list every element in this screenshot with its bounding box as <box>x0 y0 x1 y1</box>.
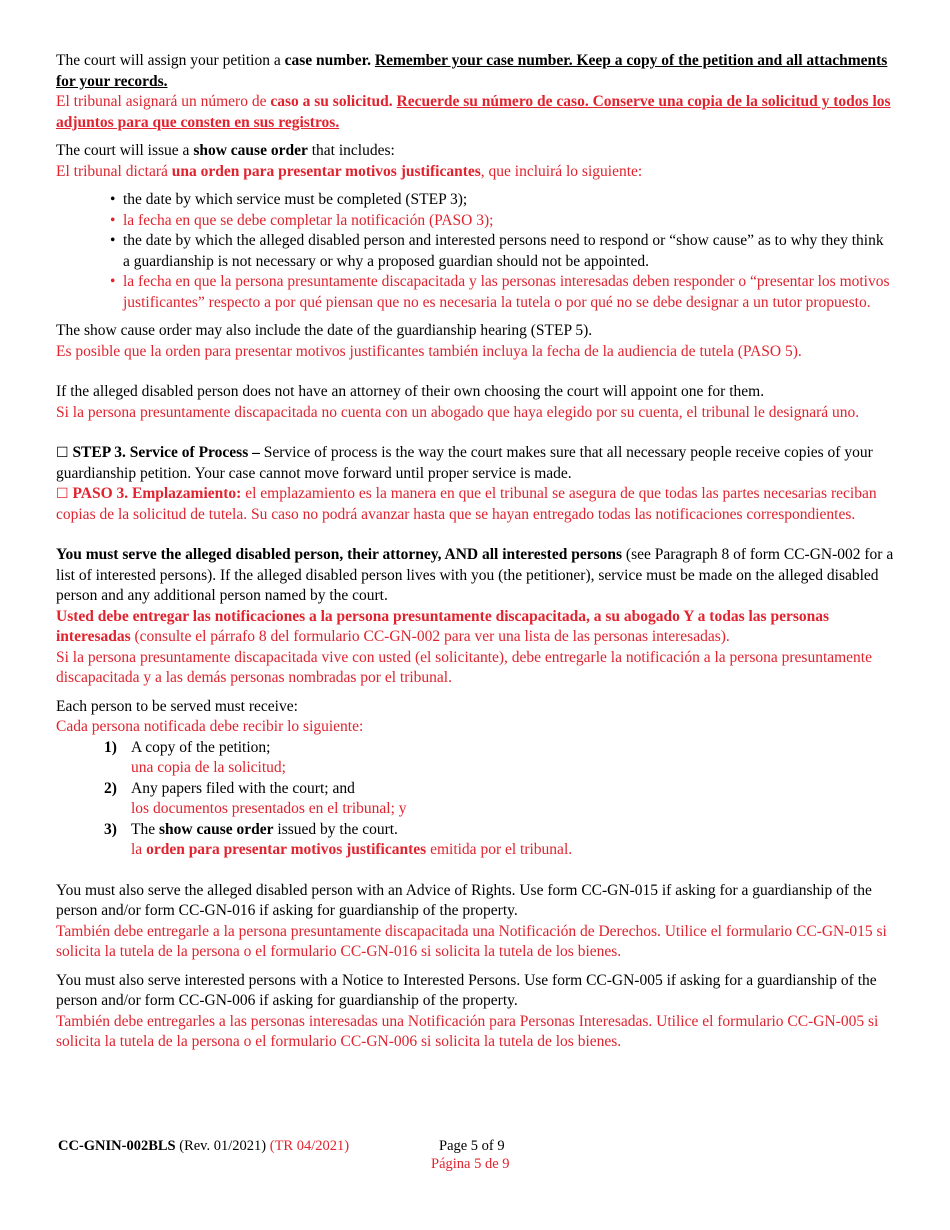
hearing-date-es: Es posible que la orden para presentar motivos justificantes también incluya la fecha de la audiencia de tutela (PASO 5). <box>56 342 802 360</box>
notice-interested-en: You must also serve interested persons with a Notice to Interested Persons. Use form CC-GN-005 if asking for a guardianship of the person and/or form CC-GN-006 if asking for guardianship of the property. <box>56 971 877 1009</box>
form-id: CC-GNIN-002BLS <box>58 1138 176 1154</box>
remember-case-number-note-es: Recuerde su número de caso. Conserve una copia de la solicitud y todos los adjuntos para que consten en sus registros. <box>56 93 891 131</box>
each-person-es: Cada persona notificada debe recibir lo siguiente: <box>56 718 364 735</box>
serve-cohabitant-es: Si la persona presuntamente discapacitada vive con usted (el solicitante), debe entregarle la notificación a la persona presuntamente discapacitada y a las demás personas nombradas por el tribunal. <box>56 648 872 686</box>
list-item: 3) The show cause order issued by the court. la orden para presentar motivos justificantes emitida por el tribunal. <box>104 820 573 858</box>
attorney-appointment-en: If the alleged disabled person does not have an attorney of their own choosing the court will appoint one for them. <box>56 383 765 400</box>
advice-of-rights-es: También debe entregarle a la persona presuntamente discapacitada una Notificación de Derechos. Utilice el formulario CC-GN-015 si solicita la tutela de la persona o el formulario CC-GN-016 si solicita la tutela de los bienes. <box>56 922 887 960</box>
each-person-en: Each person to be served must receive: <box>56 697 298 715</box>
notice-interested-es: También debe entregarles a las personas interesadas una Notificación para Personas Interesadas. Utilice el formulario CC-GN-005 si solicita la tutela de la persona o el formulario CC-GN-006 si solicita la tutela de los bienes. <box>56 1012 879 1050</box>
advice-of-rights-en: You must also serve the alleged disabled person with an Advice of Rights. Use form CC-GN-015 if asking for a guardianship of the person and/or form CC-GN-016 if asking for guardianship of the property. <box>56 881 872 919</box>
step-3-checkbox-es[interactable]: ☐ <box>56 486 69 502</box>
list-item: 1) A copy of the petition; una copia de la solicitud; <box>104 738 286 776</box>
show-cause-intro-en: The court will issue a show cause order that includes: <box>56 142 395 159</box>
document-body <box>56 51 894 1053</box>
revision: (Rev. 01/2021) <box>175 1138 270 1154</box>
page-number: Page 5 of 9 <box>439 1138 505 1154</box>
show-cause-bullet-list <box>56 190 894 313</box>
step-3-checkbox[interactable]: ☐ <box>56 445 69 461</box>
hearing-date-en: The show cause order may also include the date of the guardianship hearing (STEP 5). <box>56 322 593 339</box>
step-3-en: ☐ STEP 3. Service of Process – Service of process is the way the court makes sure that all necessary people receive copies of your guardianship petition. Your case cannot move forward until proper service is made. <box>56 444 873 482</box>
serve-instructions-es: Usted debe entregar las notificaciones a la persona presuntamente discapacitada, a su abogado Y a todas las personas interesadas (consulte el párrafo 8 del formulario CC-GN-002 para ver una lista de las personas interesadas). <box>56 607 830 645</box>
list-item: 2) Any papers filed with the court; and los documentos presentados en el tribunal; y <box>104 779 407 817</box>
served-documents-list <box>56 738 894 861</box>
serve-instructions-en: You must serve the alleged disabled person, their attorney, AND all interested persons (see Paragraph 8 of form CC-GN-002 for a list of interested persons). If the alleged disabled person lives with you (the petitioner), service must be made on the alleged disabled person and any additional person named by the court. <box>56 546 894 604</box>
bullet-item: • the date by which the alleged disabled person and interested persons need to respond or “show cause” as to why they think a guardianship is not necessary or why a proposed guardian should not be appointed. <box>123 231 894 272</box>
remember-case-number-note: Remember your case number. Keep a copy of the petition and all attachments for your records. <box>56 52 888 90</box>
bullet-item: • la fecha en que la persona presuntamente discapacitada y las personas interesadas deben responder o “presentar los motivos justificantes” respecto a por qué piensan que no es necesaria la tutela o por qué no se debe designar a un tutor propuesto. <box>123 272 894 313</box>
bullet-item: • the date by which service must be completed (STEP 3); <box>123 190 894 211</box>
step-3-es: ☐ PASO 3. Emplazamiento: el emplazamiento es la manera en que el tribunal se asegura de que todas las partes necesarias reciban copias de la solicitud de tutela. Su caso no podrá avanzar hasta que se hayan entregado todas las notificaciones correspondientes. <box>56 485 877 523</box>
case-number-es: El tribunal asignará un número de caso a su solicitud. Recuerde su número de caso. Conserve una copia de la solicitud y todos los adjuntos para que consten en sus registros. <box>56 93 891 131</box>
translation-revision: (TR 04/2021) <box>269 1138 350 1154</box>
show-cause-intro-es: El tribunal dictará una orden para presentar motivos justificantes, que incluirá lo siguiente: <box>56 162 643 180</box>
case-number-en: The court will assign your petition a case number. Remember your case number. Keep a copy of the petition and all attachments for your records. <box>56 52 888 90</box>
bullet-item: • la fecha en que se debe completar la notificación (PASO 3); <box>123 211 894 232</box>
step-3-title: STEP 3. Service of Process – <box>72 444 260 461</box>
page-number-es: Página 5 de 9 <box>431 1156 510 1172</box>
step-3-title-es: PASO 3. Emplazamiento: <box>72 485 242 502</box>
attorney-appointment-es: Si la persona presuntamente discapacitada no cuenta con un abogado que haya elegido por su cuenta, el tribunal le designará uno. <box>56 403 860 421</box>
